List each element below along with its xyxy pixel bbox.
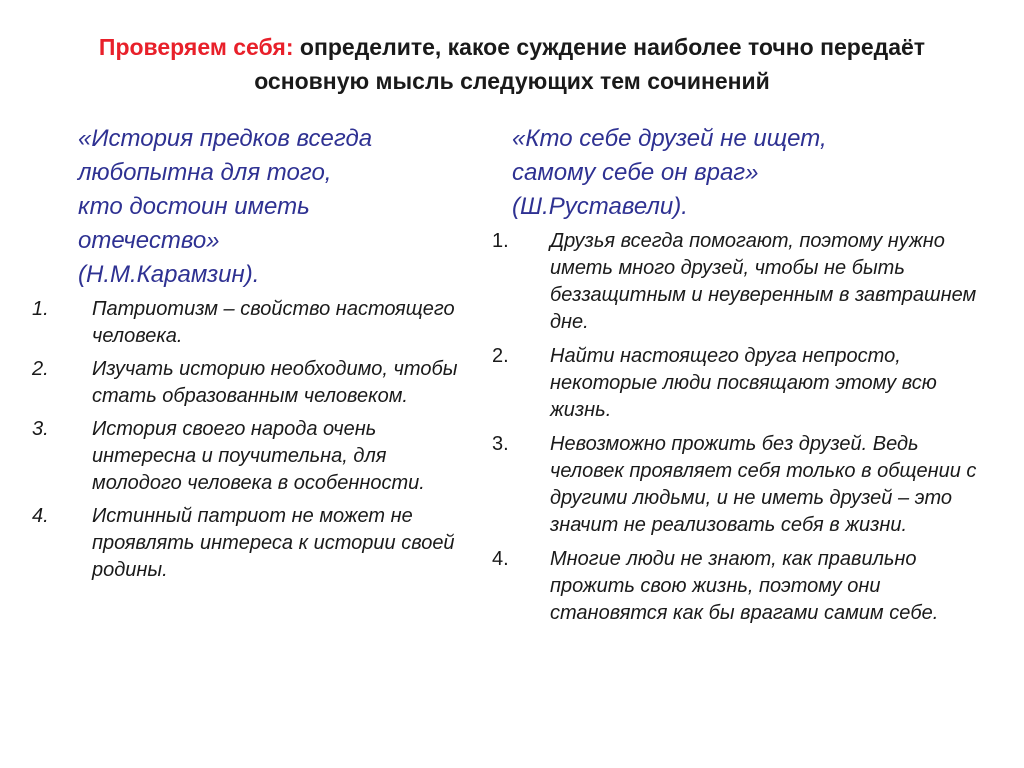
left-quote-line: (Н.М.Карамзин). xyxy=(78,261,260,288)
list-item-number: 2. xyxy=(32,358,49,380)
left-column xyxy=(26,122,466,590)
right-quote xyxy=(490,122,990,224)
list-item-number: 1. xyxy=(492,230,509,252)
list-item-text: Найти настоящего друга непросто, некоторые люди посвящают этому всю жизнь. xyxy=(550,345,937,421)
left-quote-line: отечество» xyxy=(78,227,220,254)
left-quote-line: любопытна для того, xyxy=(78,159,332,186)
list-item xyxy=(26,503,466,584)
list-item-text: Друзья всегда помогают, поэтому нужно иметь много друзей, чтобы не быть беззащитным и неуверенным в завтрашнем дне. xyxy=(550,230,977,333)
list-item-text: Изучать историю необходимо, чтобы стать образованным человеком. xyxy=(92,358,458,407)
right-column xyxy=(490,122,990,634)
list-item xyxy=(490,431,990,539)
left-options-list xyxy=(26,296,466,584)
list-item-text: Истинный патриот не может не проявлять интереса к истории своей родины. xyxy=(92,505,455,581)
list-item-number: 2. xyxy=(492,345,509,367)
right-quote-line: самому себе он враг» xyxy=(512,159,759,186)
list-item xyxy=(26,416,466,497)
list-item-number: 4. xyxy=(492,548,509,570)
title-rest: определите, какое суждение наиболее точно передаёт основную мысль следующих тем сочинений xyxy=(254,34,926,94)
list-item-number: 4. xyxy=(32,505,49,527)
left-quote xyxy=(26,122,466,292)
right-quote-line: «Кто себе друзей не ищет, xyxy=(512,125,827,152)
list-item-number: 3. xyxy=(492,433,509,455)
list-item xyxy=(26,296,466,350)
right-quote-line: (Ш.Руставели). xyxy=(512,193,688,220)
left-quote-line: «История предков всегда xyxy=(78,125,373,152)
list-item-number: 1. xyxy=(32,298,49,320)
list-item xyxy=(490,343,990,424)
list-item xyxy=(490,546,990,627)
list-item-text: Многие люди не знают, как правильно прожить свою жизнь, поэтому они становятся как бы врагами самим себе. xyxy=(550,548,939,624)
slide-title xyxy=(40,30,984,98)
list-item-text: История своего народа очень интересна и поучительна, для молодого человека в особенности. xyxy=(92,418,425,494)
list-item-text: Патриотизм – свойство настоящего человека. xyxy=(92,298,455,347)
list-item-number: 3. xyxy=(32,418,49,440)
list-item xyxy=(26,356,466,410)
title-accent: Проверяем себя: xyxy=(98,34,294,60)
left-quote-line: кто достоин иметь xyxy=(78,193,310,220)
list-item-text: Невозможно прожить без друзей. Ведь человек проявляет себя только в общении с другими людьми, и не иметь друзей – это значит не реализовать себя в жизни. xyxy=(550,433,977,536)
right-options-list xyxy=(490,228,990,627)
list-item xyxy=(490,228,990,336)
